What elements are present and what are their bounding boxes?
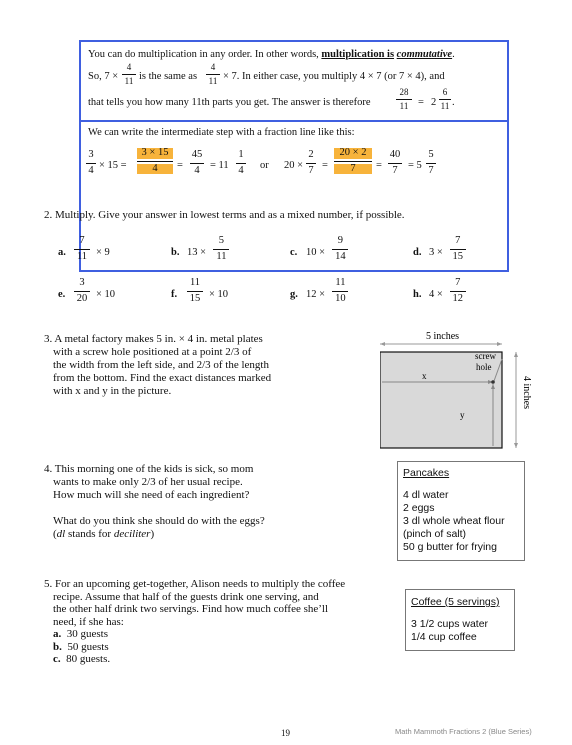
fraction: 3 4 (86, 150, 96, 176)
q2-item-label: f. (171, 289, 178, 300)
equals-whole: = 11 (210, 160, 229, 171)
q2-item-label: h. (413, 289, 422, 300)
top-dimension-label: 5 inches (426, 331, 460, 342)
book-title: Math Mammoth Fractions 2 (Blue Series) (395, 727, 532, 736)
q4-eggs-question: What do you think she should do with the eggs? (53, 515, 265, 527)
fraction: 11 10 (332, 278, 348, 304)
q5-option: b. 50 guests (53, 640, 109, 653)
whole-number: 2 (431, 97, 437, 108)
fraction: 7 12 (450, 278, 466, 304)
fraction: 28 11 (396, 88, 412, 111)
times-text: × 15 = (99, 160, 127, 171)
fraction: 3 20 (74, 278, 90, 304)
screw-hole-dot (491, 380, 495, 384)
screw-label: screw (475, 351, 496, 361)
intro-divider (81, 120, 507, 122)
fraction: 5 7 (426, 150, 436, 176)
q5-text (44, 578, 345, 666)
q2-item-label: c. (290, 247, 298, 258)
q2-item-suffix: × 10 (209, 289, 229, 300)
q2-item-prefix: 3 × (429, 247, 443, 258)
intro-text: that tells you how many 11th parts you get. The answer is therefore (88, 97, 371, 108)
recipe-item: 1/4 cup coffee (411, 631, 477, 643)
q4-text (44, 463, 265, 541)
q4-line: How much will she need of each ingredient? (53, 489, 250, 501)
q5-option: a. 30 guests (53, 628, 108, 640)
intro-step-text: We can write the intermediate step with a fraction line like this: (88, 127, 355, 138)
q3-line: the width from the left side, and 2/3 of the length (53, 359, 269, 371)
equals: = (418, 97, 424, 108)
recipe-item: 4 dl water (403, 489, 449, 501)
fraction: 7 11 (74, 236, 90, 262)
intro-emphasis: multiplication is (321, 49, 395, 60)
intro-emphasis-italic: commutative (396, 49, 453, 60)
q2-item-suffix: × 10 (96, 289, 116, 300)
y-label: y (460, 410, 465, 420)
q3-line: with x and y in the picture. (53, 385, 172, 397)
coffee-recipe-title: Coffee (5 servings) (411, 596, 500, 608)
fraction: 9 14 (332, 236, 348, 262)
recipe-item: 2 eggs (403, 502, 435, 514)
equals: = (322, 160, 328, 171)
q5-option: c. 80 guests. (53, 653, 111, 665)
intro-period: . (452, 97, 455, 108)
intro-period: . (452, 49, 455, 60)
q2-item-label: e. (58, 289, 66, 300)
or-text: or (260, 160, 269, 171)
q2-item-prefix: 12 × (306, 289, 326, 300)
q2-item-label: d. (413, 247, 422, 258)
q2-item-label: b. (171, 247, 180, 258)
q2-item-prefix: 10 × (306, 247, 326, 258)
pancake-recipe-title: Pancakes (403, 467, 450, 479)
intro-text: × 7. In either case, you multiply 4 × 7 (or 7 × 4), and (223, 71, 445, 82)
metal-plate-figure (380, 326, 540, 456)
fraction: 45 4 (191, 149, 203, 176)
times-text: 20 × (284, 160, 304, 171)
q2-item-suffix: × 9 (96, 247, 110, 258)
q3-line: from the bottom. Find the exact distances marked (53, 372, 272, 384)
q2-item-prefix: 13 × (187, 247, 207, 258)
intro-text: So, 7 × (88, 71, 119, 82)
q4-line: wants to make only 2/3 of her usual recipe. (53, 476, 243, 488)
x-label: x (422, 371, 427, 381)
q3-text (44, 333, 271, 398)
q5-line: need, if she has: (53, 615, 124, 628)
intro-text: is the same as (139, 71, 198, 82)
recipe-item: 3 1/2 cups water (411, 618, 489, 630)
q5-line: recipe. Assume that half of the guests drink one serving, and (53, 590, 319, 603)
pancake-recipe-box (397, 461, 525, 561)
fraction: 11 15 (187, 278, 203, 304)
fraction: 6 11 (440, 87, 450, 111)
fraction: 2 7 (306, 150, 316, 176)
q2-item-label: g. (290, 289, 298, 300)
q2-item-label: a. (58, 247, 66, 258)
intro-line-1 (88, 49, 455, 60)
recipe-item: 50 g butter for frying (403, 541, 497, 553)
recipe-item: 3 dl whole wheat flour (403, 515, 505, 527)
q5-line: the other half drink two servings. Find how much coffee she’ll (53, 603, 329, 615)
highlighted-fraction: 20 × 2 7 (334, 148, 372, 174)
fraction: 40 7 (389, 149, 401, 176)
equals: = (376, 160, 382, 171)
side-dimension-label: 4 inches (521, 376, 532, 410)
recipe-item: (pinch of salt) (403, 528, 467, 540)
fraction: 4 11 (122, 63, 136, 86)
equals-whole: = 5 (408, 160, 422, 171)
q4-dl-note: (dl stands for deciliter) (53, 528, 155, 540)
q5-line: 5. For an upcoming get-together, Alison needs to multiply the coffee (44, 578, 346, 590)
coffee-recipe-box (405, 589, 515, 651)
q4-line: 4. This morning one of the kids is sick, so mom (44, 463, 254, 475)
q3-line: 3. A metal factory makes 5 in. × 4 in. metal plates (44, 333, 263, 345)
q2-item-prefix: 4 × (429, 289, 443, 300)
fraction: 7 15 (450, 236, 466, 262)
page-number: 19 (281, 728, 290, 738)
fraction: 1 4 (236, 150, 246, 176)
equals: = (177, 160, 183, 171)
fraction: 5 11 (213, 236, 229, 262)
highlighted-fraction: 3 × 15 4 (137, 148, 173, 174)
q2-title: 2. Multiply. Give your answer in lowest terms and as a mixed number, if possible. (44, 209, 405, 221)
fraction: 4 11 (206, 63, 220, 86)
intro-text: You can do multiplication in any order. In other words, (88, 49, 319, 60)
q3-line: with a screw hole positioned at a point 2/3 of (53, 346, 252, 358)
hole-label: hole (476, 362, 492, 372)
